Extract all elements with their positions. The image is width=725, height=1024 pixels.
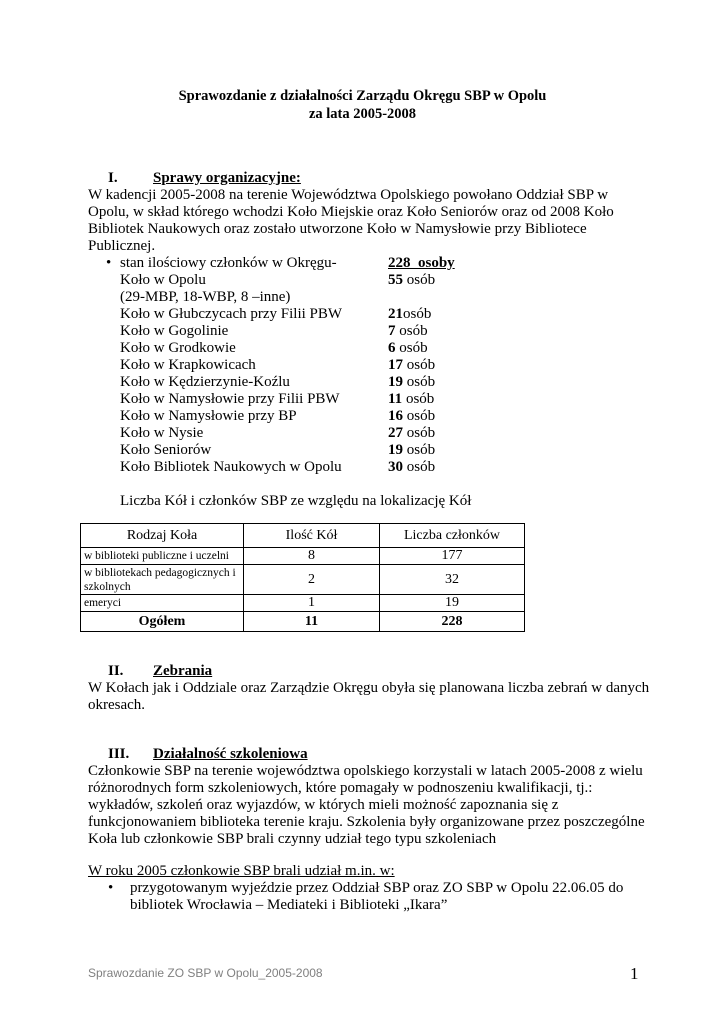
- table-row: [81, 565, 525, 595]
- table-total-row: [81, 612, 525, 632]
- section1-paragraph-line: Opolu, w skład którego wchodzi Koło Miejskie oraz Koło Seniorów oraz od 2008 Koło: [88, 204, 614, 220]
- document-title-line2: za lata 2005-2008: [308, 106, 417, 122]
- table-header-cell: Ilość Kół: [244, 524, 380, 548]
- table-row: [81, 548, 525, 565]
- table-cell: 1: [244, 595, 380, 612]
- circle-count: 6 osób: [388, 340, 428, 356]
- section3-number: III.: [108, 746, 130, 762]
- membership-bullet-label: stan ilościowy członków w Okręgu-: [120, 255, 337, 271]
- circle-count: 17 osób: [388, 357, 436, 373]
- year-2005-heading: W roku 2005 członkowie SBP brali udział m.in. w:: [88, 863, 395, 879]
- table-cell: emeryci: [81, 595, 244, 612]
- section1-number: I.: [108, 170, 118, 186]
- table-cell: w biblioteki publiczne i uczelni: [81, 548, 244, 565]
- circle-count: 30 osób: [388, 459, 436, 475]
- table-cell: w bibliotekach pedagogicznych i szkolnych: [81, 565, 244, 595]
- table-row: [81, 595, 525, 612]
- circle-name: Koło Bibliotek Naukowych w Opolu: [120, 459, 342, 475]
- section1-paragraph-line: Publicznej.: [88, 238, 156, 254]
- table-cell: 2: [244, 565, 380, 595]
- circle-name: Koło w Namysłowie przy Filii PBW: [120, 391, 340, 407]
- table-header-row: [81, 524, 525, 548]
- section1-paragraph-line: W kadencji 2005-2008 na terenie Województwa Opolskiego powołano Oddział SBP w: [88, 187, 609, 203]
- circle-name: Koło w Gogolinie: [120, 323, 229, 339]
- table-total-cell: 228: [380, 612, 525, 632]
- circle-count: 16 osób: [388, 408, 436, 424]
- circle-name: Koło w Głubczycach przy Filii PBW: [120, 306, 343, 322]
- circle-count: 7 osób: [388, 323, 428, 339]
- section1-heading: Sprawy organizacyjne:: [153, 170, 301, 186]
- membership-total: [388, 255, 455, 272]
- table-header-cell: Liczba członków: [380, 524, 525, 548]
- section3-paragraph-line: wykładów, szkoleń oraz wyjazdów, w których mieli możność zapoznania się z: [88, 797, 559, 813]
- table-cell: 32: [380, 565, 525, 595]
- circle-name: Koło w Grodkowie: [120, 340, 236, 356]
- circle-name: Koło w Krapkowicach: [120, 357, 256, 373]
- circle-count: 27 osób: [388, 425, 436, 441]
- circle-count: 11 osób: [388, 391, 435, 407]
- bullet-icon: •: [106, 255, 112, 271]
- membership-table: [80, 523, 525, 632]
- section2-paragraph-line: W Kołach jak i Oddziale oraz Zarządzie Okręgu obyła się planowana liczba zebrań w danych: [88, 680, 650, 696]
- table-cell: 8: [244, 548, 380, 565]
- circle-count: 19 osób: [388, 442, 436, 458]
- document-title-line1: Sprawozdanie z działalności Zarządu Okręgu SBP w Opolu: [178, 88, 547, 104]
- table-cell: 19: [380, 595, 525, 612]
- circle-count: 21osób: [388, 306, 432, 322]
- section2-number: II.: [108, 663, 124, 679]
- table-total-cell: Ogółem: [81, 612, 244, 632]
- section2-paragraph-line: okresach.: [88, 697, 146, 713]
- bullet-item-line: bibliotek Wrocławia – Mediateki i Biblioteki „Ikara”: [130, 897, 448, 913]
- circle-name: Koło w Kędzierzynie-Koźlu: [120, 374, 290, 390]
- section3-paragraph-line: Członkowie SBP na terenie województwa opolskiego korzystali w latach 2005-2008 z wielu: [88, 763, 643, 779]
- circle-name: (29-MBP, 18-WBP, 8 –inne): [120, 289, 291, 305]
- circle-count: 55 osób: [388, 272, 436, 288]
- membership-total-unit: osoby: [418, 255, 455, 271]
- table-total-cell: 11: [244, 612, 380, 632]
- membership-total-count: 228: [388, 255, 411, 271]
- circle-name: Koło Seniorów: [120, 442, 212, 458]
- section3-paragraph-line: różnorodnych form szkoleniowych, które pomagały w podnoszeniu kwalifikacji, tj.:: [88, 780, 593, 796]
- table-header-cell: Rodzaj Koła: [81, 524, 244, 548]
- section3-paragraph-line: Koła lub członkowie SBP brali czynny udział tego typu szkoleniach: [88, 831, 497, 847]
- section3-paragraph-line: funkcjonowaniem biblioteka terenie kraju. Szkolenia były organizowane przez poszczególne: [88, 814, 645, 830]
- bullet-icon: •: [108, 880, 114, 896]
- bullet-item-line: przygotowanym wyjeździe przez Oddział SBP oraz ZO SBP w Opolu 22.06.05 do: [130, 880, 624, 896]
- page-number: 1: [630, 964, 639, 983]
- circle-name: Koło w Namysłowie przy BP: [120, 408, 297, 424]
- section1-paragraph-line: Bibliotek Naukowych oraz zostało utworzone Koło w Namysłowie przy Bibliotece: [88, 221, 587, 237]
- table-cell: 177: [380, 548, 525, 565]
- page-footer: Sprawozdanie ZO SBP w Opolu_2005-2008: [88, 966, 323, 980]
- circle-name: Koło w Opolu: [120, 272, 206, 288]
- section2-heading: Zebrania: [153, 663, 213, 679]
- section3-heading: Działalność szkoleniowa: [153, 746, 308, 762]
- circle-count: 19 osób: [388, 374, 436, 390]
- table-caption: Liczba Kół i członków SBP ze względu na lokalizację Kół: [120, 493, 472, 509]
- circle-name: Koło w Nysie: [120, 425, 204, 441]
